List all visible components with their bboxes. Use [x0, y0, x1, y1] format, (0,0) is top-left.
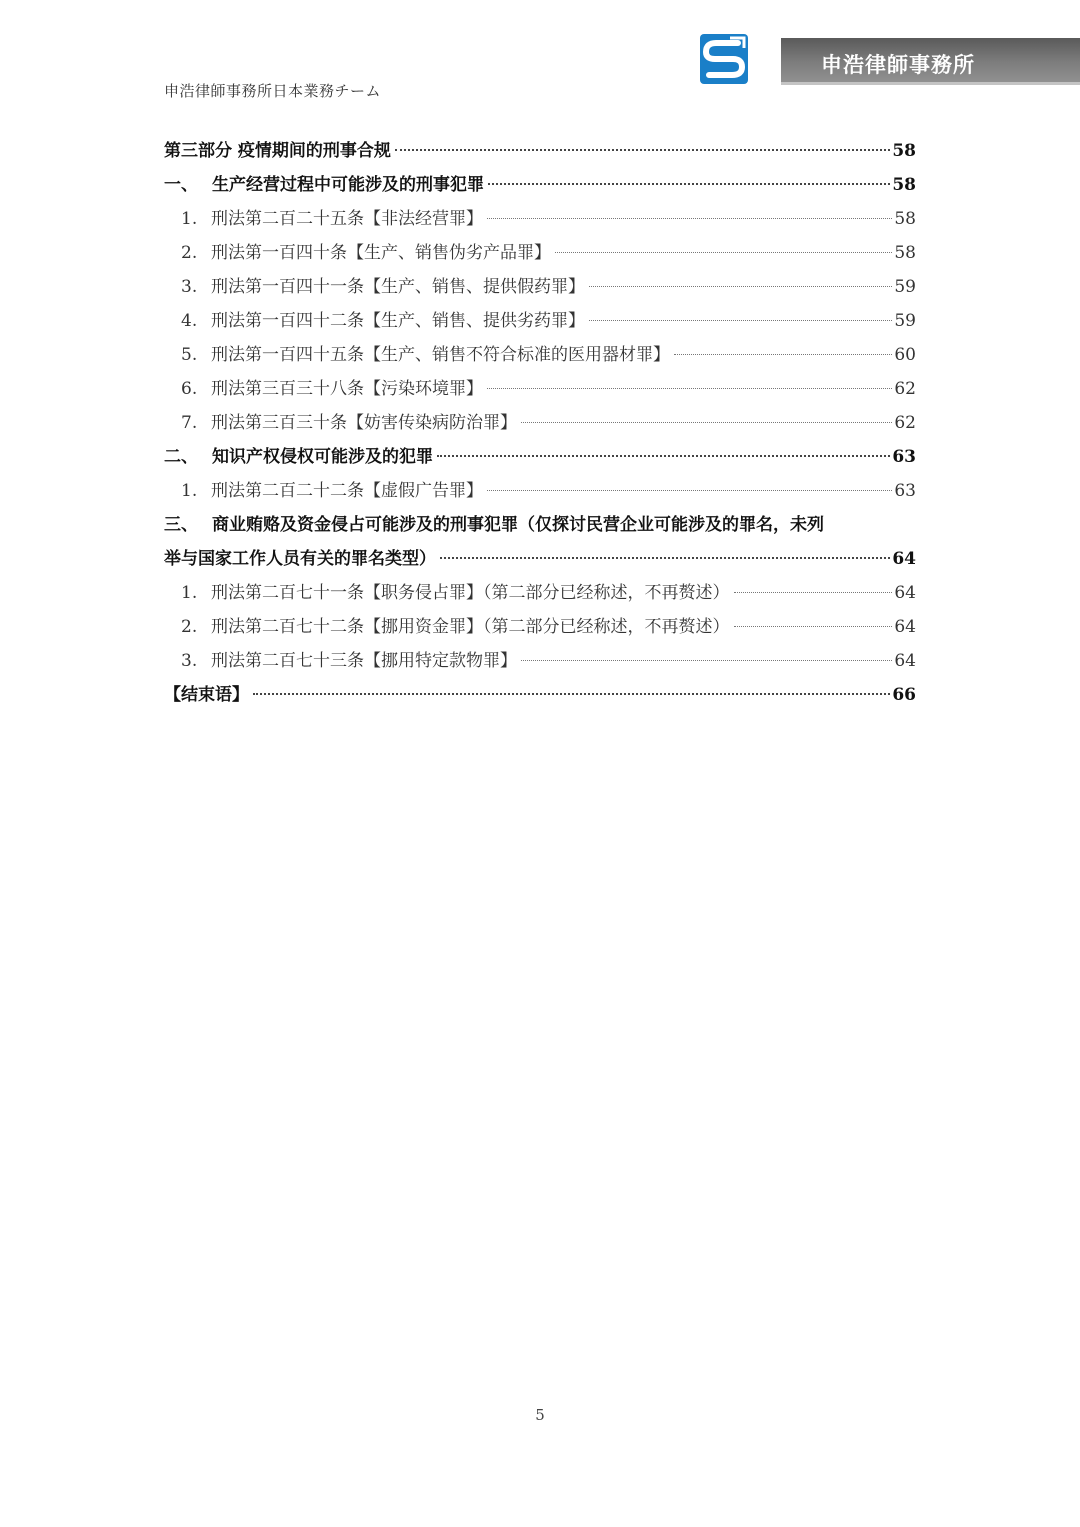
toc-title: 刑法第二百二十二条【虚假广告罪】 — [211, 481, 483, 501]
shenhao-s-logo-icon — [700, 34, 748, 84]
toc-page: 62 — [894, 379, 916, 399]
dot-leader — [734, 592, 893, 593]
dot-leader — [521, 660, 892, 661]
toc-page: 66 — [892, 685, 916, 705]
toc-entry-sec1-item6[interactable] — [164, 372, 916, 406]
toc-page: 58 — [894, 243, 916, 263]
toc-page: 59 — [894, 311, 916, 331]
toc-title: 知识产权侵权可能涉及的犯罪 — [212, 447, 433, 467]
toc-number: 1. — [181, 209, 198, 229]
toc-entry-sec3-item3[interactable] — [164, 644, 916, 678]
toc-title: 刑法第二百七十二条【挪用资金罪】（第二部分已经称述，不再赘述） — [211, 617, 730, 637]
toc-title: 刑法第一百四十五条【生产、销售不符合标准的医用器材罪】 — [211, 345, 670, 365]
dot-leader — [487, 218, 892, 219]
dot-leader — [488, 183, 890, 185]
page-number: 5 — [535, 1406, 545, 1424]
toc-page: 58 — [894, 209, 916, 229]
table-of-contents — [164, 134, 916, 712]
toc-entry-sec3-item1[interactable] — [164, 576, 916, 610]
dot-leader — [589, 320, 892, 321]
dot-leader — [734, 626, 893, 627]
toc-entry-sec1-item5[interactable] — [164, 338, 916, 372]
toc-page: 63 — [894, 481, 916, 501]
toc-page: 59 — [894, 277, 916, 297]
toc-number: 6. — [181, 379, 198, 399]
toc-title: 刑法第一百四十二条【生产、销售、提供劣药罪】 — [211, 311, 585, 331]
toc-title: 生产经营过程中可能涉及的刑事犯罪 — [212, 175, 484, 195]
toc-entry-sec3-continued[interactable] — [164, 542, 916, 576]
dot-leader — [487, 388, 892, 389]
toc-number: 二、 — [164, 447, 198, 467]
toc-entry-sec1-item4[interactable] — [164, 304, 916, 338]
dot-leader — [437, 455, 890, 457]
toc-page: 58 — [892, 175, 916, 195]
toc-title: 刑法第一百四十一条【生产、销售、提供假药罪】 — [211, 277, 585, 297]
toc-number: 3. — [181, 277, 198, 297]
toc-number: 3. — [181, 651, 198, 671]
toc-page: 60 — [894, 345, 916, 365]
dot-leader — [555, 252, 892, 253]
toc-title: 刑法第二百七十三条【挪用特定款物罪】 — [211, 651, 517, 671]
brand-name: 申浩律師事務所 — [821, 53, 975, 77]
toc-number: 7. — [181, 413, 198, 433]
toc-entry-sec3-item2[interactable] — [164, 610, 916, 644]
toc-page: 63 — [892, 447, 916, 467]
header-team-label: 申浩律師事務所日本業務チーム — [164, 82, 382, 100]
toc-entry-sec3[interactable] — [164, 508, 916, 542]
dot-leader — [253, 693, 890, 695]
toc-title-line1: 商业贿赂及资金侵占可能涉及的刑事犯罪（仅探讨民营企业可能涉及的罪名，未列 — [212, 515, 824, 535]
toc-number: 1. — [181, 583, 198, 603]
toc-number: 4. — [181, 311, 198, 331]
toc-entry-sec1-item3[interactable] — [164, 270, 916, 304]
toc-entry-sec1-item7[interactable] — [164, 406, 916, 440]
dot-leader — [589, 286, 892, 287]
toc-title: 刑法第二百二十五条【非法经营罪】 — [211, 209, 483, 229]
dot-leader — [521, 422, 892, 423]
toc-entry-sec1-item1[interactable] — [164, 202, 916, 236]
dot-leader — [487, 490, 892, 491]
toc-title: 刑法第二百七十一条【职务侵占罪】（第二部分已经称述，不再赘述） — [211, 583, 730, 603]
dot-leader — [440, 557, 890, 559]
brand-banner — [781, 38, 1080, 82]
dot-leader — [674, 354, 892, 355]
toc-entry-part3[interactable] — [164, 134, 916, 168]
dot-leader — [395, 149, 890, 151]
toc-title: 刑法第三百三十八条【污染环境罪】 — [211, 379, 483, 399]
toc-number: 5. — [181, 345, 198, 365]
toc-page: 64 — [894, 617, 916, 637]
toc-number: 2. — [181, 243, 198, 263]
toc-page: 64 — [894, 583, 916, 603]
toc-entry-sec2[interactable] — [164, 440, 916, 474]
toc-number: 一、 — [164, 175, 198, 195]
toc-title: 刑法第三百三十条【妨害传染病防治罪】 — [211, 413, 517, 433]
toc-entry-sec1[interactable] — [164, 168, 916, 202]
toc-number: 2. — [181, 617, 198, 637]
toc-page: 58 — [892, 141, 916, 161]
toc-title: 刑法第一百四十条【生产、销售伪劣产品罪】 — [211, 243, 551, 263]
toc-entry-sec1-item2[interactable] — [164, 236, 916, 270]
toc-title: 第三部分 疫情期间的刑事合规 — [164, 141, 391, 161]
toc-entry-sec2-item1[interactable] — [164, 474, 916, 508]
toc-number: 1. — [181, 481, 198, 501]
toc-page: 64 — [894, 651, 916, 671]
toc-number: 三、 — [164, 515, 198, 535]
toc-page: 64 — [892, 549, 916, 569]
toc-title: 【结束语】 — [164, 685, 249, 705]
toc-entry-conclusion[interactable] — [164, 678, 916, 712]
toc-page: 62 — [894, 413, 916, 433]
toc-title-line2: 举与国家工作人员有关的罪名类型） — [164, 549, 436, 569]
